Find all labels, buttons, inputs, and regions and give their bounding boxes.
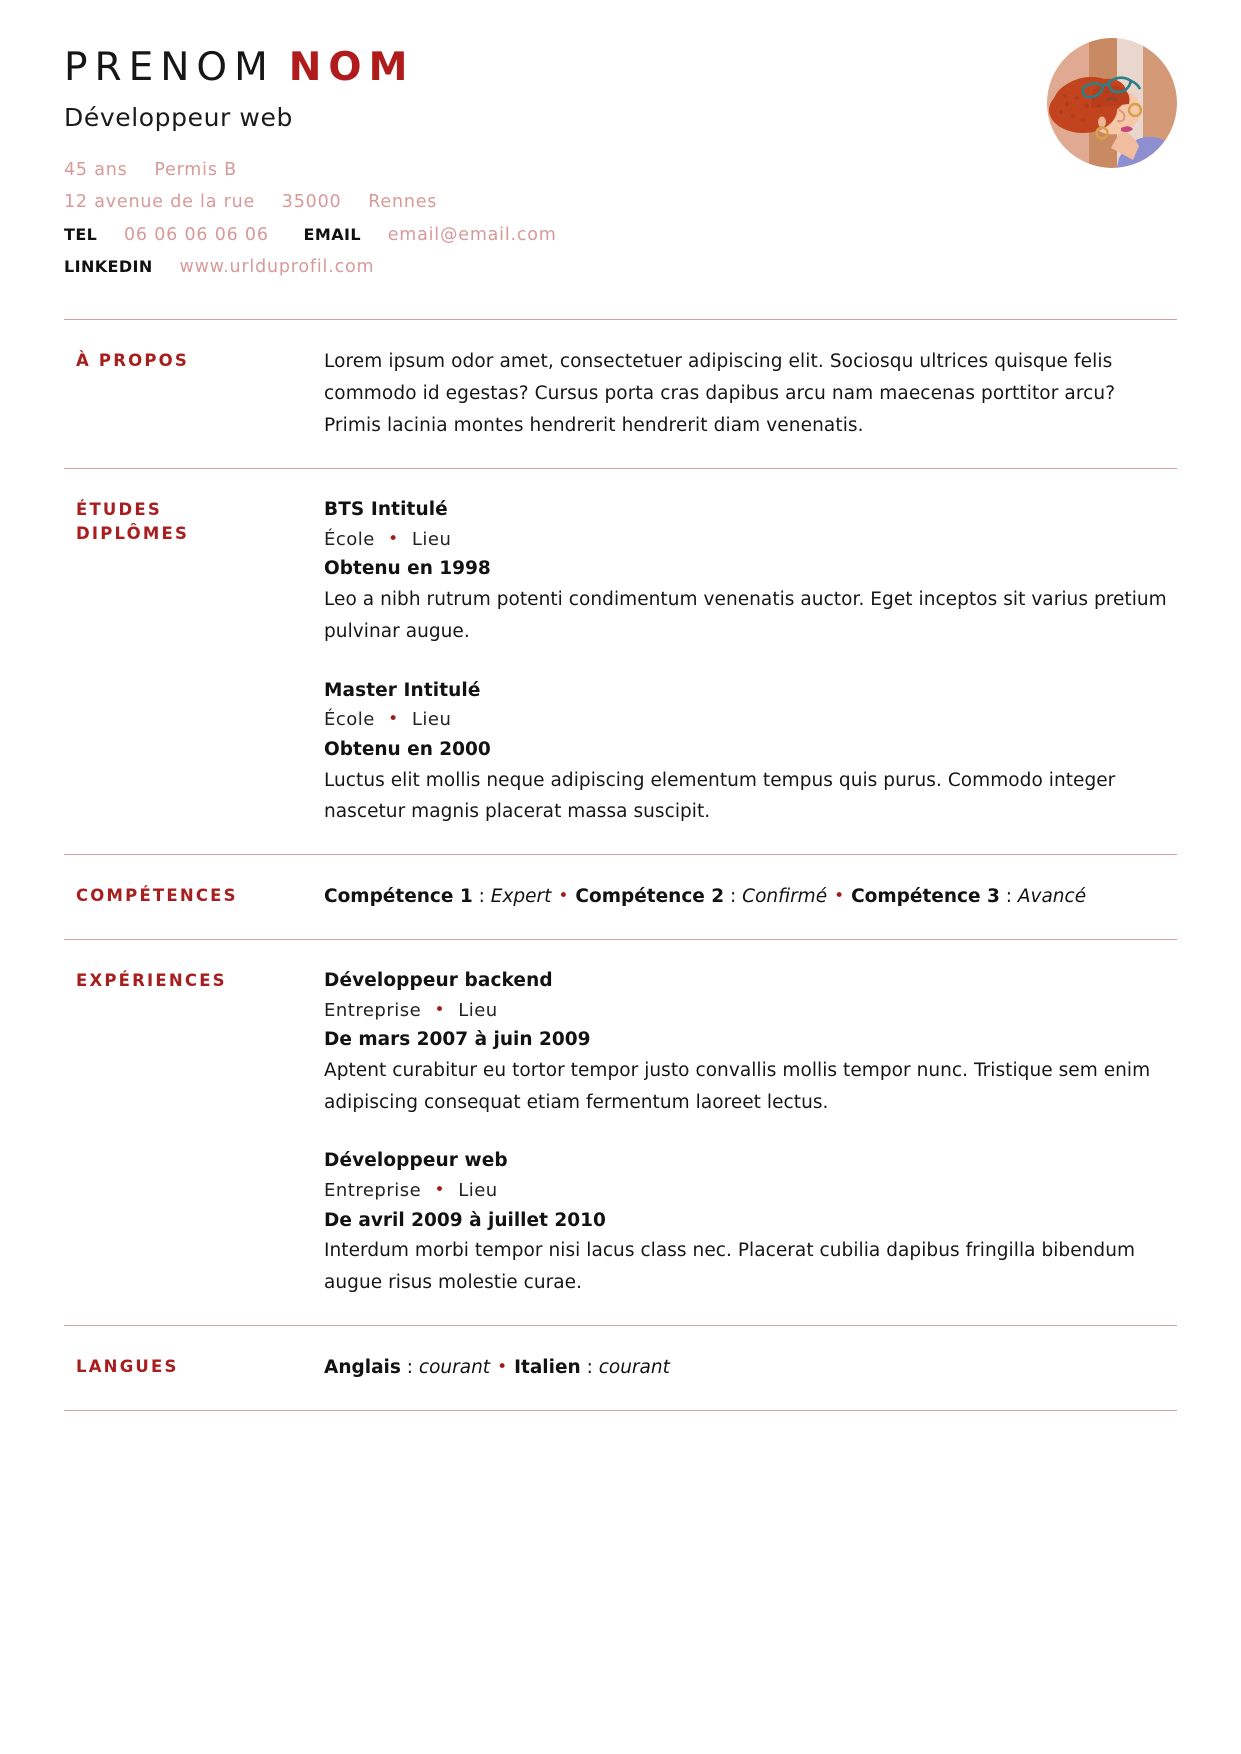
linkedin-value[interactable]: www.urlduprofil.com: [179, 256, 375, 277]
avatar: [1047, 38, 1177, 168]
experience-place: Lieu: [458, 999, 498, 1021]
education-title: Master Intitulé: [324, 679, 481, 701]
education-school: École: [324, 709, 375, 731]
experience-meta: [324, 1176, 1177, 1205]
section-body-languages: [324, 1352, 1177, 1383]
experience-date: De avril 2009 à juillet 2010: [324, 1209, 606, 1231]
section-body-about: [324, 346, 1177, 441]
education-entry: [324, 676, 1177, 829]
education-date: Obtenu en 2000: [324, 738, 491, 760]
contact-row-linkedin: [64, 251, 1177, 283]
skill-level: Confirmé: [742, 886, 828, 908]
skill-name: Compétence 2: [575, 886, 725, 908]
experience-company: Entreprise: [324, 1180, 422, 1202]
skill-level: Expert: [490, 886, 552, 908]
skill-name: Compétence 3: [851, 886, 1000, 908]
contact-row-personal: [64, 154, 1177, 186]
skill-level: Avancé: [1017, 886, 1087, 908]
education-place: Lieu: [411, 528, 452, 550]
contact-block: [64, 154, 1177, 284]
section-label-skills: COMPÉTENCES: [76, 886, 238, 906]
experience-place: Lieu: [458, 1180, 498, 1202]
age-text: 45 ans: [64, 159, 128, 180]
education-title: BTS Intitulé: [324, 498, 448, 520]
skill-name: Compétence 1: [324, 886, 473, 908]
postal-code-text: 35000: [281, 192, 342, 213]
section-education: [64, 469, 1177, 854]
bullet-separator-icon: •: [434, 999, 445, 1020]
bullet-separator-icon: •: [834, 886, 845, 907]
avatar-illustration-icon: [1047, 38, 1177, 168]
language-name: Italien: [514, 1357, 581, 1379]
section-languages: [64, 1326, 1177, 1409]
experience-date: De mars 2007 à juin 2009: [324, 1028, 591, 1050]
contact-row-tel-email: [64, 219, 1177, 251]
skill-colon: :: [472, 886, 491, 908]
section-label-education-line1: ÉTUDES: [76, 499, 162, 519]
bullet-separator-icon: •: [388, 528, 399, 549]
experience-description: Aptent curabitur eu tortor tempor justo convallis mollis tempor nunc. Tristique sem enim adipiscing consequat etiam fermentum laoreet lectus.: [324, 1059, 1151, 1113]
first-name: PRENOM: [64, 45, 275, 90]
divider-bottom: [64, 1410, 1177, 1411]
linkedin-label: LINKEDIN: [64, 256, 153, 276]
section-label-education: [64, 495, 324, 546]
bullet-separator-icon: •: [434, 1180, 445, 1201]
education-entry: [324, 495, 1177, 648]
tel-label: TEL: [64, 224, 98, 244]
section-label-about: À PROPOS: [76, 351, 189, 371]
section-body-skills: [324, 881, 1177, 912]
education-description: Leo a nibh rutrum potenti condimentum venenatis auctor. Eget inceptos sit varius pretium pulvinar augue.: [324, 588, 1167, 642]
education-description: Luctus elit mollis neque adipiscing elementum tempus quis purus. Commodo integer nascetur magnis placerat massa suscipit.: [324, 769, 1116, 823]
experience-entry: [324, 1146, 1177, 1299]
email-value[interactable]: email@email.com: [387, 224, 557, 245]
experience-title: Développeur backend: [324, 969, 553, 991]
education-meta: [324, 525, 1177, 554]
bullet-separator-icon: •: [388, 709, 399, 730]
languages-list: [324, 1352, 1177, 1383]
skill-colon: :: [724, 886, 743, 908]
bullet-separator-icon: •: [497, 1357, 508, 1378]
section-experience: [64, 940, 1177, 1325]
email-label: EMAIL: [303, 224, 361, 244]
licence-text: Permis B: [154, 159, 237, 180]
section-label-education-line2: DIPLÔMES: [76, 523, 190, 543]
section-about: [64, 320, 1177, 467]
education-date: Obtenu en 1998: [324, 557, 491, 579]
about-paragraph: Lorem ipsum odor amet, consectetuer adipiscing elit. Sociosqu ultrices quisque felis commodo id egestas? Cursus porta cras dapibus arcu nam maecenas porttitor arcu? Primis lacinia montes hendrerit hendrerit diam venenatis.: [324, 351, 1116, 436]
experience-description: Interdum morbi tempor nisi lacus class nec. Placerat cubilia dapibus fringilla bibendum augue risus molestie curae.: [324, 1240, 1136, 1294]
section-label-experience: EXPÉRIENCES: [76, 970, 227, 990]
section-label-languages: LANGUES: [76, 1357, 179, 1377]
language-level: courant: [418, 1357, 491, 1379]
language-level: courant: [598, 1357, 670, 1379]
experience-title: Développeur web: [324, 1150, 508, 1172]
experience-meta: [324, 996, 1177, 1025]
section-skills: [64, 855, 1177, 938]
full-name: [64, 46, 1177, 91]
contact-row-address: [64, 186, 1177, 218]
last-name: NOM: [288, 45, 415, 90]
education-school: École: [324, 528, 375, 550]
language-colon: :: [400, 1357, 419, 1379]
tel-value[interactable]: 06 06 06 06 06: [124, 224, 269, 245]
experience-company: Entreprise: [324, 999, 422, 1021]
section-body-experience: [324, 966, 1177, 1299]
bullet-separator-icon: •: [558, 886, 569, 907]
education-meta: [324, 705, 1177, 734]
cv-header: [0, 0, 1241, 283]
skill-colon: :: [999, 886, 1018, 908]
language-colon: :: [580, 1357, 599, 1379]
cv-sections: [0, 319, 1241, 1410]
section-body-education: [324, 495, 1177, 828]
education-place: Lieu: [411, 709, 452, 731]
job-title: Développeur web: [64, 102, 293, 132]
address-text: 12 avenue de la rue: [64, 192, 256, 213]
skills-list: [324, 881, 1177, 912]
experience-entry: [324, 966, 1177, 1119]
language-name: Anglais: [324, 1357, 401, 1379]
city-text: Rennes: [368, 192, 438, 213]
